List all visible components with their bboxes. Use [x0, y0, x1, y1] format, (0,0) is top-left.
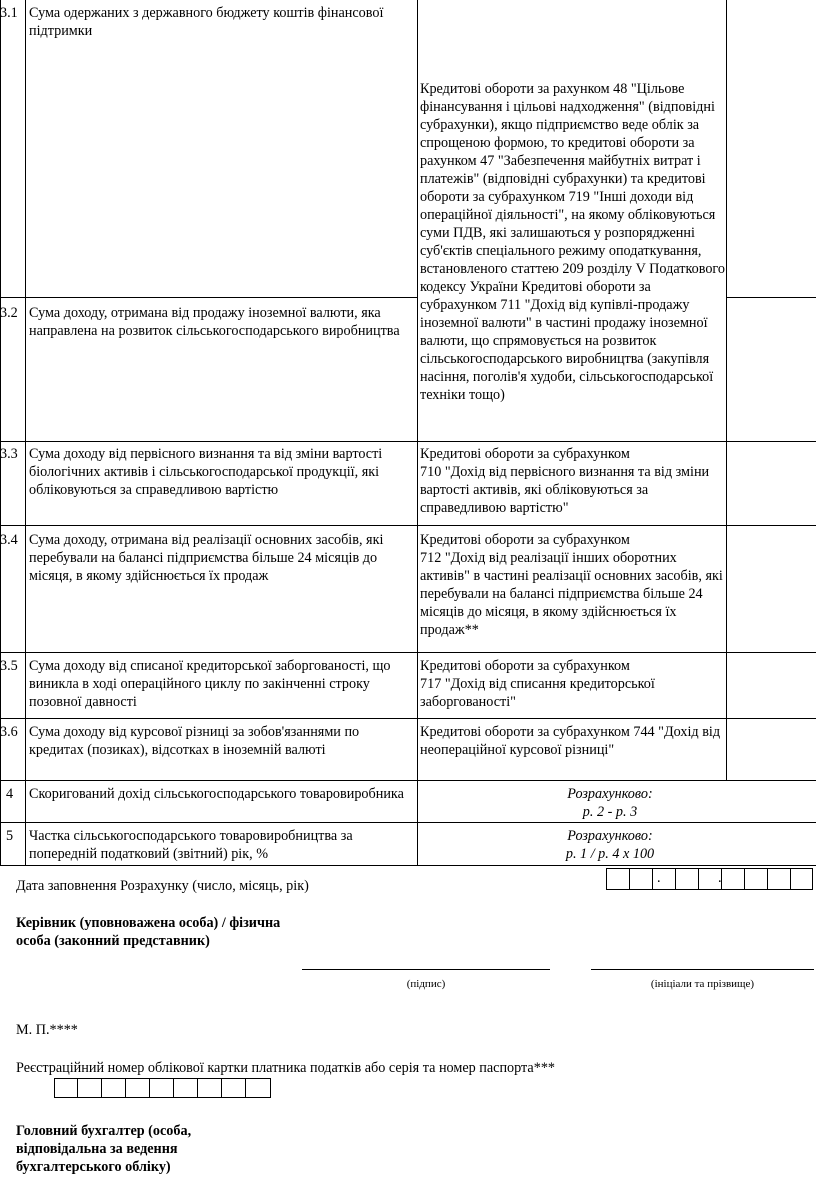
- formula-text: [420, 827, 800, 863]
- row-description: Сума доходу, отримана від продажу іноземної валюти, яка направлена на розвиток сільськогосподарського виробництва: [29, 305, 400, 339]
- source-line: 710 "Дохід від первісного визнання та від зміни вартості активів, які обліковуються за справедливою вартістю": [420, 464, 710, 516]
- source-line: 712 "Дохід від реалізації інших оборотних активів" в частині реалізації основних засобів, які перебували на балансі підприємства більше 24 місяців до місяця, в якому здійснюється їх продаж**: [420, 550, 723, 638]
- row-number: 3.5: [0, 658, 18, 674]
- formula-text: [420, 785, 800, 821]
- formula-line: р. 1 / р. 4 х 100: [565, 846, 655, 862]
- registration-label: Реєстраційний номер облікової картки платника податків або серія та номер паспорта***: [16, 1060, 556, 1076]
- row-description: Частка сільськогосподарського товаровиробництва за попередній податковий (звітний) рік, %: [29, 828, 353, 862]
- row-number: 3.2: [0, 305, 18, 321]
- chief-accountant-label: [16, 1122, 191, 1176]
- source-text: [420, 445, 726, 517]
- name-line[interactable]: [591, 969, 814, 970]
- source-text: [420, 531, 726, 639]
- date-separator: .: [718, 870, 722, 886]
- row-number: 5: [6, 828, 14, 844]
- source-line: Кредитові обороти за субрахунком: [420, 532, 630, 548]
- row-description: Сума доходу від первісного визнання та від зміни вартості біологічних активів і сільськогосподарської продукції, які обліковуються за справедливою вартістю: [29, 446, 383, 498]
- row-number: 3.6: [0, 724, 18, 740]
- signature-line[interactable]: [302, 969, 550, 970]
- label-line: Керівник (уповноважена особа) / фізична: [16, 915, 281, 931]
- row-number: 3.3: [0, 446, 18, 462]
- name-caption: (ініціали та прізвище): [650, 978, 755, 990]
- stamp-label: М. П.****: [16, 1022, 78, 1038]
- label-line: Головний бухгалтер (особа,: [16, 1123, 192, 1139]
- source-text: Кредитові обороти за рахунком 48 "Цільове фінансування і цільові надходження" (відповідні субрахунки), якщо підприємство веде облік за спрощеною формою, то кредитові обороти за рахунком 47 "Забезпечення майбутніх витрат і платежів" (відповідні субрахунки) та кредитові обороти за субрахунком 719 "Інші доходи від операційної діяльності", на якому обліковуються суми ПДВ, які залишаються у розпорядженні суб'єктів спеціального режиму оподаткування, встановленого статтею 209 розділу V Податкового кодексу України Кредитові обороти за субрахунком 711 "Дохід від купівлі-продажу іноземної валюти" в частині продажу іноземної валюти, що спрямовується на розвиток сільськогосподарського виробництва (закупівля насіння, поголів'я худоби, сільськогосподарської техніки тощо): [420, 81, 725, 403]
- row-description: Скоригований дохід сільськогосподарського товаровиробника: [29, 786, 404, 802]
- source-line: Кредитові обороти за субрахунком: [420, 658, 630, 674]
- signature-caption: (підпис): [406, 978, 446, 990]
- source-text: Кредитові обороти за субрахунком 744 "Дохід від неопераційної курсової різниці": [420, 724, 721, 758]
- formula-line: Розрахунково:: [567, 786, 653, 802]
- source-line: 717 "Дохід від списання кредиторської заборгованості": [420, 676, 655, 710]
- row-number: 3.4: [0, 532, 18, 548]
- row-description: Сума доходу від курсової різниці за зобов'язаннями по кредитах (позиках), відсотках в іноземній валюті: [29, 724, 360, 758]
- row-description: Сума доходу від списаної кредиторської заборгованості, що виникла в ході операційного циклу по закінченні строку позовної давності: [29, 658, 391, 710]
- label-line: відповідальна за ведення: [16, 1141, 178, 1157]
- date-separator: .: [657, 870, 661, 886]
- formula-line: р. 2 - р. 3: [582, 804, 638, 820]
- row-description: Сума одержаних з державного бюджету коштів фінансової підтримки: [29, 5, 384, 39]
- row-number: 3.1: [0, 5, 18, 21]
- date-label: Дата заповнення Розрахунку (число, місяць, рік): [16, 878, 309, 894]
- row-number: 4: [6, 786, 14, 802]
- source-text: [420, 657, 726, 711]
- label-line: особа (законний представник): [16, 933, 210, 949]
- formula-line: Розрахунково:: [567, 828, 653, 844]
- row-description: Сума доходу, отримана від реалізації основних засобів, які перебували на балансі підприємства більше 24 місяців до місяця, в якому здійснюється їх продаж: [29, 532, 384, 584]
- head-signatory-label: [16, 914, 280, 950]
- label-line: бухгалтерського обліку): [16, 1159, 171, 1175]
- source-line: Кредитові обороти за субрахунком: [420, 446, 630, 462]
